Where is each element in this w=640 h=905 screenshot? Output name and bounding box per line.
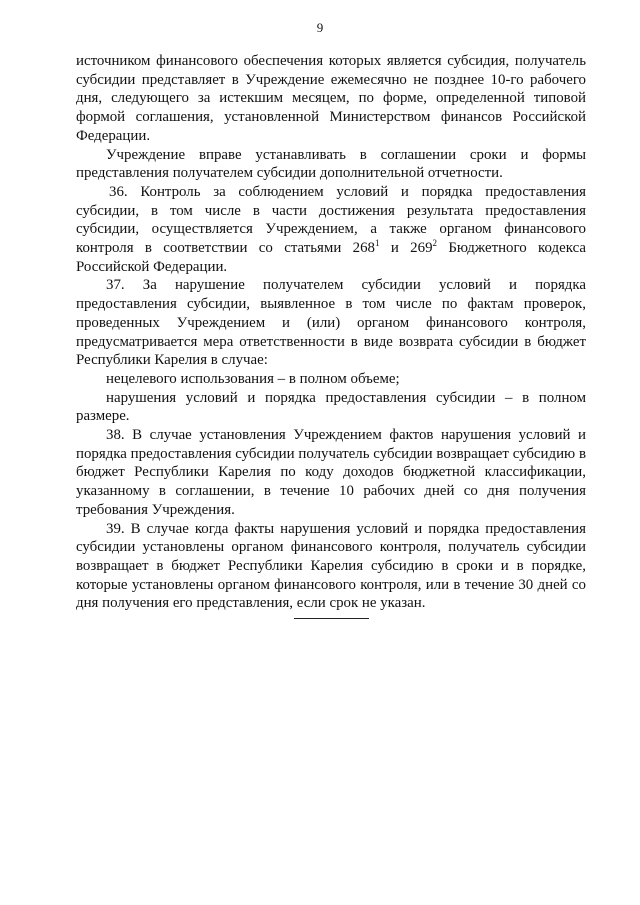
superscript-2: 2 bbox=[432, 238, 438, 249]
paragraph-39-financial-control: 39. В случае когда факты нарушения условий и порядка предоставления субсидии установлены органом финансового контроля, получатель субсидии возвращает в бюджет Республики Карелия субсидию в сроки и в порядке, которые установлены органом финансового контроля, или в течение 30 дней со дня получения его представления, если срок не указан. bbox=[76, 520, 586, 612]
page-number: 9 bbox=[316, 20, 324, 35]
paragraph-violation-case: нарушения условий и порядка предоставления субсидии – в полном размере. bbox=[76, 389, 586, 425]
paragraph-37-liability: 37. За нарушение получателем субсидии условий и порядка предоставления субсидии, выявленное в том числе по фактам проверок, проведенных Учреждением и (или) органом финансового контроля, предусматривается мера ответственности в виде возврата субсидии в бюджет Республики Карелия в случае: bbox=[76, 277, 586, 369]
paragraph-continuation: источником финансового обеспечения которых является субсидия, получатель субсидии представляет в Учреждение ежемесячно не позднее 10-го рабочего дня, следующего за истекшим месяцем, по форме, определенной типовой формой соглашения, установленной Министерством финансов Российской Федерации. bbox=[76, 53, 586, 144]
paragraph-38-return: 38. В случае установления Учреждением фактов нарушения условий и порядка предоставления субсидии получатель субсидии возвращает субсидию в бюджет Республики Карелия по коду доходов бюджетной классификации, указанному в соглашении, в течение 10 рабочих дней со дня получения требования Учреждения. bbox=[76, 427, 586, 518]
paragraph-reporting: Учреждение вправе устанавливать в соглашении сроки и формы представления получателем субсидии дополнительной отчетности. bbox=[76, 146, 586, 182]
paragraph-36-text-3: Бюджетного кодекса Российской Федерации. bbox=[76, 240, 586, 275]
paragraph-36-text-2: и 269 bbox=[379, 240, 433, 257]
paragraph-36-control bbox=[76, 183, 586, 277]
superscript-1: 1 bbox=[374, 238, 380, 249]
paragraph-36-text-1: 36. Контроль за соблюдением условий и порядка предоставления субсидии, в том числе в части достижения результата предоставления субсидии, осуществляется Учреждением, а также органом финансового контроля в соответствии со статьями 268 bbox=[76, 183, 586, 257]
paragraph-misuse-case: нецелевого использования – в полном объеме; bbox=[106, 370, 400, 387]
document-body bbox=[76, 52, 586, 613]
end-separator-line bbox=[294, 618, 369, 619]
